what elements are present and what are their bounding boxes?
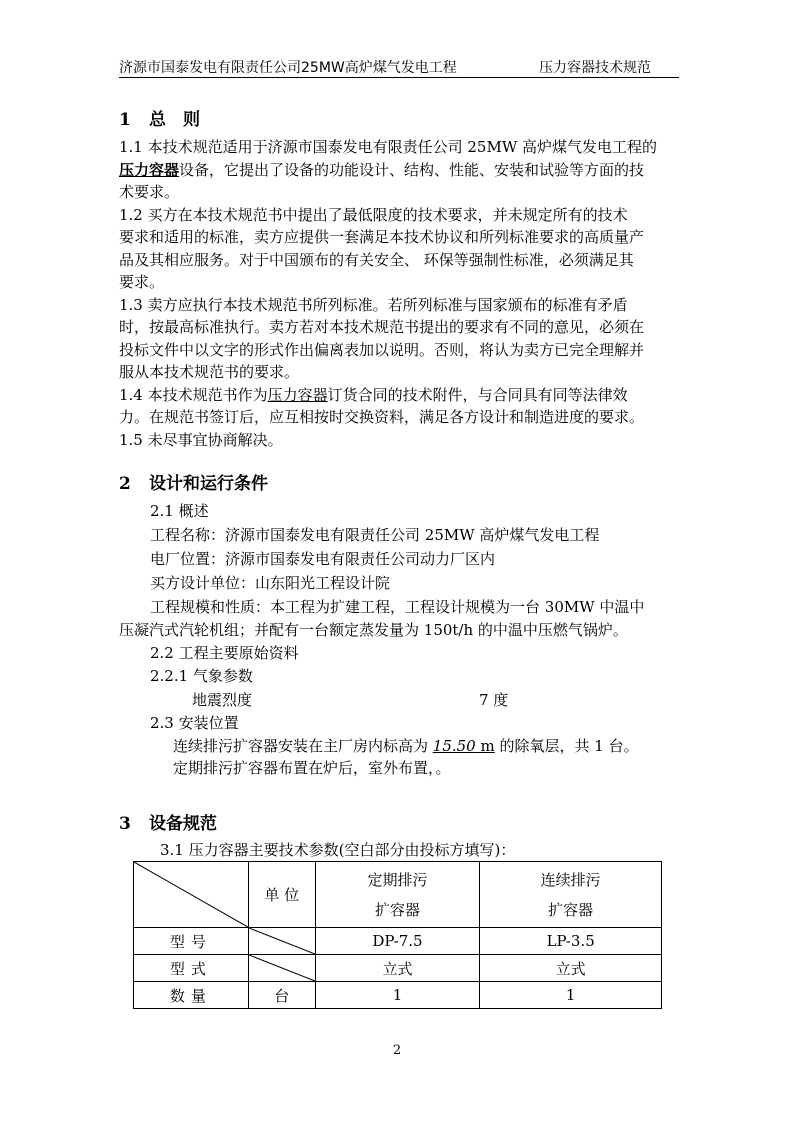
- row-unit-type: [248, 955, 315, 982]
- header-doc-title: 压力容器技术规范: [539, 60, 651, 76]
- subsection-2-3: 2.3 安装位置: [150, 714, 239, 732]
- table-row: [134, 982, 662, 1009]
- section-1-body: [119, 136, 672, 451]
- seismic-intensity-value: 7 度: [479, 691, 509, 709]
- subsection-3-1: 3.1 压力容器主要技术参数(空白部分由投标方填写)：: [160, 841, 516, 859]
- row-type-periodic: 立式: [315, 955, 480, 982]
- clause-1-3-line-4: 服从本技术规范书的要求。: [119, 363, 300, 381]
- clause-1-2-line-2: 要求和适用的标准，卖方应提供一套满足本技术协议和所列标准要求的高质量产: [119, 228, 645, 246]
- row-unit-model: [248, 928, 315, 955]
- section-1-heading: 1 总 则: [119, 110, 200, 130]
- project-scale-line-1: 工程规模和性质：本工程为扩建工程，工程设计规模为一台 30MW 中温中: [150, 598, 645, 616]
- clause-1-5: 1.5 未尽事宜协商解决。: [119, 430, 283, 449]
- buyer-designer: 买方设计单位：山东阳光工程设计院: [150, 574, 391, 592]
- project-scale-line-2: 压凝汽式汽轮机组；并配有一台额定蒸发量为 150t/h 的中温中压燃气锅炉。: [119, 621, 628, 639]
- clause-1-3-line-1: 1.3 卖方应执行本技术规范书所列标准。若所列标准与国家颁布的标准有矛盾: [119, 295, 628, 314]
- table-header-continuous-blowdown: 连续排污 扩容器: [480, 862, 662, 928]
- subsection-2-2-1: 2.2.1 气象参数: [150, 667, 253, 685]
- elevation-unit: m: [475, 737, 495, 755]
- clause-1-4-line-1: 1.4 本技术规范书作为压力容器订货合同的技术附件，与合同具有同等法律效: [119, 385, 628, 404]
- header-project-title: 济源市国泰发电有限责任公司25MW高炉煤气发电工程: [119, 60, 457, 76]
- row-label-quantity: 数量: [134, 982, 249, 1009]
- table-row: [134, 955, 662, 982]
- clause-1-2-line-4: 要求。: [119, 273, 165, 291]
- elevation-value: 15.50: [432, 737, 476, 755]
- project-name: 工程名称：济源市国泰发电有限责任公司 25MW 高炉煤气发电工程: [150, 526, 600, 544]
- section-2-heading: 2 设计和运行条件: [119, 474, 268, 494]
- row-label-model: 型号: [134, 928, 249, 955]
- row-label-type: 型式: [134, 955, 249, 982]
- subsection-2-2: 2.2 工程主要原始资料: [150, 644, 299, 662]
- section-3-heading: 3 设备规范: [119, 814, 217, 834]
- subsection-2-1: 2.1 概述: [150, 502, 209, 520]
- diagonal-line-icon: [249, 928, 315, 954]
- pressure-vessel-spec-table: [133, 861, 662, 1009]
- pressure-vessel-term: 压力容器: [267, 385, 328, 404]
- seismic-intensity-label: 地震烈度: [192, 691, 253, 709]
- plant-location: 电厂位置：济源市国泰发电有限责任公司动力厂区内: [150, 550, 496, 568]
- diagonal-line-icon: [249, 955, 315, 981]
- row-quantity-periodic: 1: [315, 982, 480, 1009]
- row-model-periodic: DP-7.5: [315, 928, 480, 955]
- row-type-continuous: 立式: [480, 955, 662, 982]
- clause-1-4-line-2: 力。在规范书签订后，应互相按时交换资料，满足各方设计和制造进度的要求。: [119, 408, 645, 426]
- diagonal-line-icon: [134, 862, 248, 927]
- clause-1-1-line-1: 1.1 本技术规范适用于济源市国泰发电有限责任公司 25MW 高炉煤气发电工程的: [119, 138, 658, 156]
- row-model-continuous: LP-3.5: [480, 928, 662, 955]
- clause-1-1-line-3: 术要求。: [119, 183, 180, 201]
- table-header-unit: 单 位: [248, 862, 315, 928]
- table-header-periodic-blowdown: 定期排污 扩容器: [315, 862, 480, 928]
- page-number: 2: [392, 1043, 402, 1058]
- pressure-vessel-term: 压力容器: [119, 160, 180, 179]
- clause-1-1-line-2: 压力容器设备，它提出了设备的功能设计、结构、性能、安装和试验等方面的技: [119, 160, 645, 179]
- clause-1-3-line-3: 投标文件中以文字的形式作出偏离表加以说明。否则，将认为卖方已完全理解并: [119, 340, 645, 359]
- row-quantity-continuous: 1: [480, 982, 662, 1009]
- install-location-line-1: 连续排污扩容器安装在主厂房内标高为 15.50 m 的除氧层，共 1 台。: [173, 737, 639, 755]
- clause-1-2-line-3: 品及其相应服务。对于中国颁布的有关安全、 环保等强制性标准，必须满足其: [119, 250, 634, 269]
- install-location-line-2: 定期排污扩容器布置在炉后，室外布置，。: [173, 759, 451, 777]
- clause-1-3-line-2: 时，按最高标准执行。卖方若对本技术规范书提出的要求有不同的意见，必须在: [119, 318, 645, 336]
- page-header: [119, 55, 679, 78]
- table-corner-cell: [134, 862, 249, 928]
- table-header-row: [134, 862, 662, 928]
- row-unit-quantity: 台: [248, 982, 315, 1009]
- table-row: [134, 928, 662, 955]
- clause-1-2-line-1: 1.2 买方在本技术规范书中提出了最低限度的技术要求，并未规定所有的技术: [119, 205, 628, 224]
